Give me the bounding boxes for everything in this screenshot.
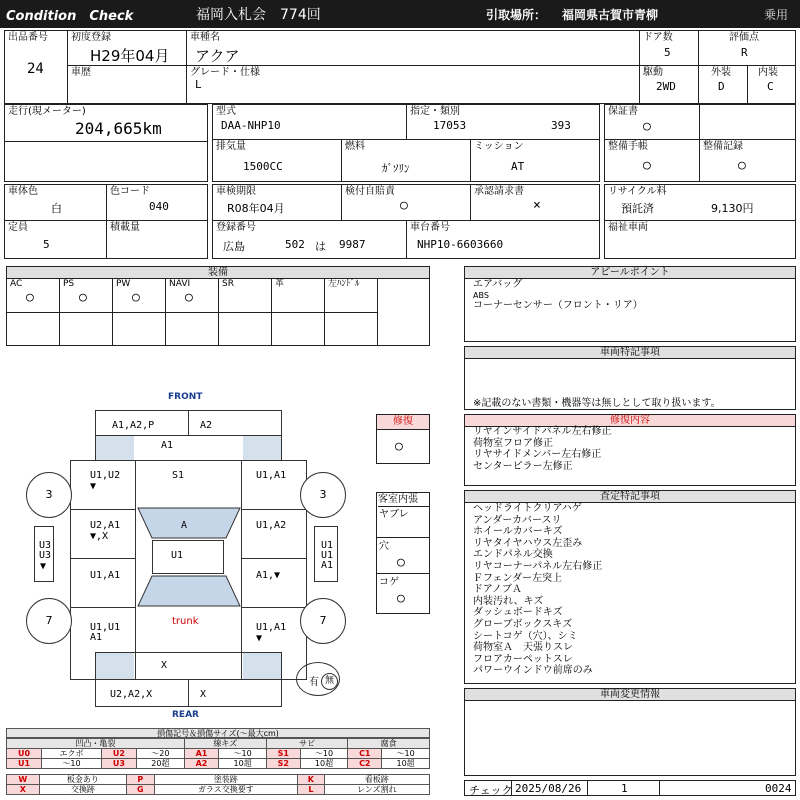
drive-value: 2WD (656, 80, 676, 93)
front-label: FRONT (168, 392, 203, 402)
car-diagram (0, 390, 376, 720)
capacity-cell (4, 220, 107, 259)
quarter-right-text: U1,A1 (256, 622, 287, 633)
front-bumper-right-text: A2 (200, 420, 213, 431)
wheel-front-left[interactable] (26, 472, 72, 518)
recycle-cell (604, 184, 796, 221)
mirror-left-mark: ▼ (40, 561, 47, 572)
note-line: ホイールカバーキズ (473, 526, 563, 538)
equipment-label: NAVI (169, 279, 191, 289)
color-cell (4, 184, 107, 221)
score-label: 評価点 (729, 32, 759, 43)
type-value: DAA-NHP10 (221, 119, 281, 132)
load-cell (106, 220, 208, 259)
record-value: ○ (738, 158, 746, 173)
note-line: リヤタイヤハウス左歪み (473, 537, 583, 549)
appeal-box (464, 266, 796, 342)
fuel-cell (341, 139, 471, 182)
note-line: ヘッドライトクリアハゲ (473, 503, 582, 514)
note-line: フロアカーペットスレ (473, 653, 573, 665)
wheel-front-right-text: 3 (319, 488, 327, 501)
rear-bumper-left-text: U2,A2,X (110, 689, 153, 700)
first-reg-label: 初度登録 (71, 32, 111, 43)
rear-label: REAR (172, 710, 199, 720)
legend-cell: ～10 (300, 749, 348, 759)
legend-cell: U2 (101, 749, 136, 759)
check-row (464, 780, 796, 796)
legend-cell: G (127, 785, 154, 795)
trim-mark: ○ (397, 555, 405, 570)
recycle-fee: 9,130円 (711, 202, 754, 215)
inspection-label: 車検期限 (216, 186, 256, 197)
plate-label: 登録番号 (216, 222, 256, 233)
legend-group: 線キズ (184, 739, 266, 749)
appeal-line: ABS (473, 291, 489, 300)
legend-cell: U0 (7, 749, 42, 759)
special-title: 車両特記事項 (465, 347, 795, 359)
record-cell (699, 139, 796, 182)
pickup-label: 引取場所： (486, 8, 547, 22)
manual-cell (604, 139, 700, 182)
record-label: 整備記録 (703, 141, 743, 152)
approval-value: × (533, 198, 541, 213)
inspection-value: R08年04月 (227, 202, 285, 215)
check-label: チェック (469, 784, 513, 797)
score-cell (698, 30, 796, 66)
score-value: R (741, 46, 748, 59)
rear-door-left[interactable] (70, 558, 136, 608)
mileage-value: 204,665km (75, 119, 162, 138)
legend-group: 腐食 (348, 739, 430, 749)
rear-bumper-right-text: X (200, 689, 207, 700)
legend-cell: ～10 (382, 749, 430, 759)
interior-cell (747, 65, 796, 104)
chassis-cell (406, 220, 600, 259)
legend-cell: エクボ (42, 749, 102, 759)
mirror-left-text: U3 (39, 540, 52, 551)
type-cell (212, 104, 407, 140)
quarter-left-text2: A1 (90, 632, 103, 643)
sheet-title: Condition Check (6, 9, 134, 24)
doors-label: ドア数 (643, 32, 673, 43)
legend-cell: X (7, 785, 40, 795)
grade-label: グレード・仕様 (190, 67, 260, 78)
welfare-cell (604, 220, 796, 259)
rear-door-right[interactable] (241, 558, 307, 608)
liability-value: ○ (400, 198, 408, 213)
warranty-label: 保証書 (608, 106, 638, 117)
equipment-label: PW (116, 279, 131, 289)
legend-cell: 10超 (219, 759, 267, 769)
note-line: 荷物室フロア修正 (473, 437, 553, 449)
damage-legend (6, 728, 432, 798)
mission-label: ミッション (474, 141, 524, 152)
interior-trim-title: 客室内張 (378, 493, 430, 507)
fuel-value: ｶﾞｿﾘﾝ (382, 162, 410, 175)
approval-cell (470, 184, 600, 221)
equipment-label: 革 (275, 279, 285, 289)
legend-cell: S2 (266, 759, 300, 769)
category-label: 乗用 (764, 8, 789, 22)
front-door-right-text: U1,A2 (256, 520, 287, 531)
repair-flag-title: 修復 (377, 415, 429, 430)
inspection-cell (212, 184, 342, 221)
trim-label: 穴 (379, 541, 389, 552)
inspection-notes-box (464, 490, 796, 684)
rear-door-left-text: U1,A1 (90, 570, 121, 581)
wheel-front-right[interactable] (300, 472, 346, 518)
legend-cell: S1 (266, 749, 300, 759)
warranty-cell (604, 104, 700, 140)
doors-value: 5 (664, 46, 671, 59)
mileage-cell (4, 104, 208, 182)
rear-door-right-text: A1,▼ (256, 570, 281, 581)
plate-region: 広島 (223, 240, 245, 253)
type-label: 型式 (216, 106, 236, 117)
check-num: 1 (621, 782, 628, 795)
capacity-label: 定員 (8, 222, 28, 233)
recycle-status: 預託済 (621, 202, 654, 215)
legend-group: サビ (266, 739, 347, 749)
roof-text: U1 (171, 550, 184, 561)
trunk-lid-text: X (161, 660, 168, 671)
quarter-right-mark: ▼ (256, 633, 263, 644)
legend-table (6, 738, 430, 769)
change-info-title: 車両変更情報 (465, 689, 795, 701)
legend-cell: ～10 (219, 749, 267, 759)
drive-cell (639, 65, 699, 104)
legend-cell: ～10 (42, 759, 102, 769)
equipment-label: SR (222, 279, 234, 289)
equipment-mark: ○ (26, 290, 34, 305)
equipment-label: AC (10, 279, 23, 289)
note-line: パワーウインドウ前席のみ (473, 665, 593, 677)
note-line: ダッシュボードキズ (473, 607, 563, 619)
mirror-right-text2: U1 (321, 550, 334, 561)
note-line: センターピラー左修正 (473, 460, 573, 472)
color-label: 車体色 (8, 186, 38, 197)
interior-trim-box (376, 492, 430, 614)
legend-cell: C1 (348, 749, 382, 759)
front-fender-left-text: U1,U2 (90, 470, 121, 481)
legend-cell: ～20 (136, 749, 184, 759)
exterior-label: 外装 (711, 67, 731, 78)
first-reg-cell (67, 30, 187, 66)
warranty-value: ○ (643, 119, 651, 134)
legend-cell: A2 (184, 759, 219, 769)
wheel-front-left-text: 3 (45, 488, 53, 501)
color-code-cell (106, 184, 208, 221)
exterior-cell (698, 65, 748, 104)
plate-number: 9987 (339, 238, 366, 251)
lot-cell (4, 30, 68, 104)
equipment-mark: ○ (79, 290, 87, 305)
wheel-rear-left-text: 7 (45, 614, 53, 627)
legend-cell: 交換跡 (39, 785, 126, 795)
exterior-value: D (718, 80, 725, 93)
displacement-cell (212, 139, 342, 182)
mileage-label: 走行(現メーター) (8, 106, 86, 117)
front-door-left-text: U2,A1 (90, 520, 121, 531)
recycle-label: リサイクル料 (608, 186, 667, 197)
displacement-label: 排気量 (216, 141, 246, 152)
category-no-value: 393 (551, 119, 571, 132)
front-door-left-text2: ▼,X (90, 531, 109, 542)
equipment-label: PS (63, 279, 75, 289)
windshield[interactable] (136, 506, 242, 540)
wheel-rear-left[interactable] (26, 598, 72, 644)
note-line: 荷物室Ａ 天張りスレ (473, 642, 573, 654)
first-reg-value: H29年04月 (90, 47, 170, 65)
plate-kana: は (315, 240, 326, 253)
equipment-label: 左ﾊﾝﾄﾞﾙ (328, 279, 360, 289)
color-code-label: 色コード (110, 186, 150, 197)
model-value: アクア (195, 47, 240, 65)
lot-label: 出品番号 (8, 32, 48, 43)
repair-flag-mark: ○ (395, 439, 403, 454)
check-date: 2025/08/26 (515, 782, 582, 795)
legend-cell: 20超 (136, 759, 184, 769)
front-fender-left-mark: ▼ (90, 481, 97, 492)
legend-cell: U3 (101, 759, 136, 769)
equipment-title: 装備 (7, 267, 429, 279)
mirror-right-text: U1 (321, 540, 334, 551)
roof-front-text: S1 (172, 470, 185, 481)
mirror-left-text2: U3 (39, 550, 52, 561)
quarter-left-text: U1,U1 (90, 622, 121, 633)
repair-content-title: 修復内容 (465, 415, 795, 427)
model-cell (186, 30, 640, 66)
appeal-line: エアバッグ (473, 279, 523, 290)
plate-class: 502 (285, 238, 305, 251)
displacement-value: 1500CC (243, 160, 283, 173)
equipment-mark: ○ (185, 290, 193, 305)
appeal-line: コーナーセンサー（フロント・リア） (473, 300, 643, 311)
check-code: 0024 (765, 782, 792, 795)
header-bar (0, 0, 800, 28)
chassis-value: NHP10-6603660 (417, 238, 504, 251)
grade-value: L (195, 78, 202, 91)
spare-tire-text: 有 (309, 677, 319, 688)
legend-cell: U1 (7, 759, 42, 769)
history-cell (67, 65, 187, 104)
liability-cell (341, 184, 471, 221)
note-line: ドアノブＡ (473, 584, 522, 596)
color-value: 白 (51, 202, 62, 215)
legend-cell: W (7, 775, 40, 785)
model-label: 車種名 (190, 32, 220, 43)
mission-cell (470, 139, 600, 182)
doors-cell (639, 30, 699, 66)
history-label: 車歴 (71, 67, 91, 78)
fuel-label: 燃料 (345, 141, 365, 152)
windshield-text: A (181, 520, 188, 531)
welfare-label: 福祉車両 (608, 222, 648, 233)
note-line: アンダーカバースリ (473, 514, 562, 526)
drive-label: 駆動 (643, 67, 663, 78)
note-line: シートコゲ（穴）、シミ (473, 630, 578, 642)
appeal-title: アピールポイント (465, 267, 795, 279)
spare-tire-mark-text: 無 (324, 676, 334, 686)
interior-value: C (767, 80, 774, 93)
repair-flag-box (376, 414, 430, 464)
roof[interactable] (152, 540, 224, 574)
legend-cell: 塗装跡 (154, 775, 298, 785)
warranty-blank-cell (699, 104, 796, 140)
capacity-value: 5 (43, 238, 50, 251)
rear-window[interactable] (136, 574, 242, 608)
change-info-box (464, 688, 796, 776)
note-line: 内装汚れ、キズ (473, 595, 544, 607)
note-line: リヤインサイドパネル左右修正 (473, 426, 612, 437)
front-fender-right[interactable] (241, 460, 307, 510)
manual-label: 整備手帳 (608, 141, 648, 152)
inspection-notes-title: 査定特記事項 (465, 491, 795, 503)
repair-content-box (464, 414, 796, 486)
special-box (464, 346, 796, 410)
legend-cell: ガラス交換要す (154, 785, 298, 795)
note-line: グローブボックスキズ (473, 619, 573, 630)
legend-cell: A1 (184, 749, 219, 759)
equipment-mark: ○ (132, 290, 140, 305)
approval-label: 承認請求書 (474, 186, 524, 197)
note-line: リヤコーナーパネル左右修正 (473, 561, 603, 572)
designation-cell (406, 104, 600, 140)
note-line: リヤサイドメンバー左右修正 (473, 449, 602, 460)
lot-value: 24 (27, 61, 44, 77)
legend-cell: K (298, 775, 324, 785)
mission-value: AT (511, 160, 525, 173)
designation-label: 指定・類別 (410, 106, 460, 117)
legend-table-bottom (6, 774, 430, 795)
hood-text: A1 (161, 440, 174, 451)
trim-mark: ○ (397, 591, 405, 606)
mirror-right-text3: A1 (321, 560, 334, 571)
equipment-table (6, 266, 430, 346)
pickup-value: 福岡県古賀市青柳 (562, 8, 659, 22)
wheel-rear-right-text: 7 (319, 614, 327, 627)
grade-cell (186, 65, 640, 104)
manual-value: ○ (643, 158, 651, 173)
color-code-value: 040 (149, 200, 169, 213)
trim-label: コゲ (379, 577, 399, 588)
plate-cell (212, 220, 407, 259)
wheel-rear-right[interactable] (300, 598, 346, 644)
load-label: 積載量 (110, 222, 140, 233)
liability-label: 検付自賠責 (345, 186, 395, 197)
note-line: Ｆフェンダー左突上 (473, 572, 563, 584)
designation-value: 17053 (433, 119, 467, 132)
front-bumper-left-text: A1,A2,P (112, 420, 155, 431)
note-line: エンドパネル交換 (473, 549, 553, 561)
legend-cell: C2 (348, 759, 382, 769)
legend-group: 凹凸・亀裂 (7, 739, 185, 749)
legend-cell: L (298, 785, 324, 795)
auction-name: 福岡入札会 774回 (196, 7, 321, 23)
special-note: ※記載のない書類・機器等は無しとして取り扱います。 (473, 398, 721, 409)
front-fender-left[interactable] (70, 460, 136, 510)
interior-label: 内装 (758, 67, 778, 78)
front-fender-right-text: U1,A1 (256, 470, 287, 481)
legend-title: 損傷記号＆損傷サイズ(～最大cm) (6, 728, 430, 738)
spare-tire-mark (321, 673, 338, 690)
chassis-label: 車台番号 (410, 222, 450, 233)
legend-cell: 10超 (300, 759, 348, 769)
front-door-right[interactable] (241, 509, 307, 559)
legend-cell: 板金あり (39, 775, 126, 785)
legend-cell: レンズ割れ (324, 785, 429, 795)
legend-cell: P (127, 775, 154, 785)
legend-cell: 10超 (382, 759, 430, 769)
legend-cell: 看板跡 (324, 775, 429, 785)
trunk-label: trunk (172, 616, 199, 627)
trim-label: ヤブレ (379, 509, 409, 520)
